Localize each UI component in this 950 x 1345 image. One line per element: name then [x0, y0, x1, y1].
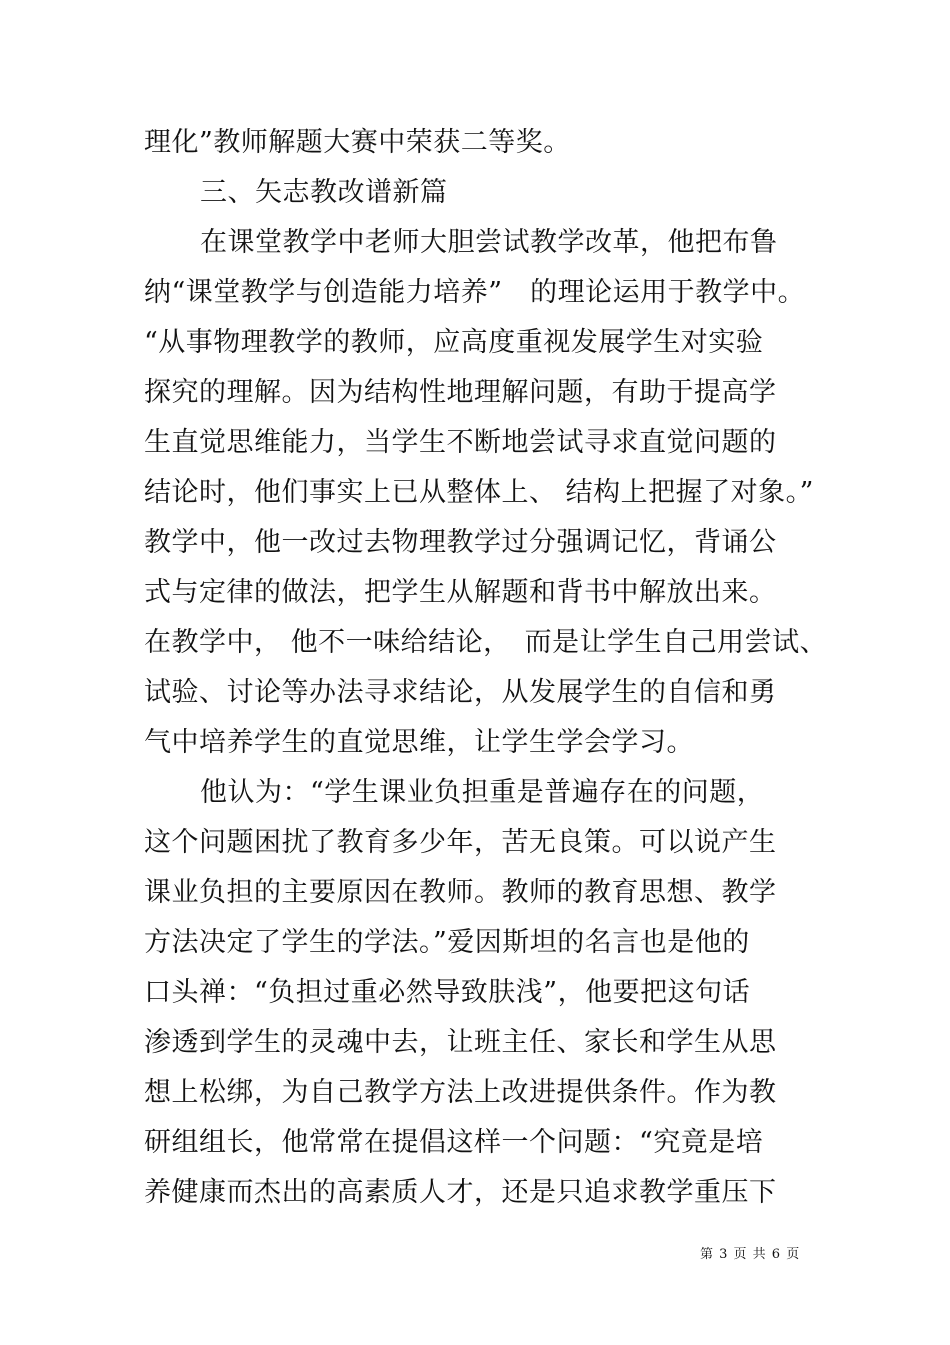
- text-line-13: 气中培养学生的直觉思维，让学生学会学习。: [144, 727, 694, 758]
- text-line-20: 想上松绑，为自己教学方法上改进提供条件。作为教: [144, 1077, 777, 1108]
- text-line-16: 课业负担的主要原因在教师。教师的教育思想、教学: [144, 877, 777, 908]
- text-line-18: 口头禅：“负担过重必然导致肤浅”，他要把这句话: [144, 977, 751, 1008]
- text-line-6: 探究的理解。因为结构性地理解问题，有助于提高学: [144, 377, 777, 408]
- text-line-15: 这个问题困扰了教育多少年，苦无良策。可以说产生: [144, 827, 777, 858]
- page-number: 第 3 页 共 6 页: [700, 1247, 801, 1262]
- text-line-11: 在教学中， 他不一味给结论， 而是让学生自己用尝试、: [144, 627, 828, 658]
- text-line-5: “从事物理教学的教师，应高度重视发展学生对实验: [144, 327, 764, 358]
- section-heading: 三、矢志教改谱新篇: [200, 177, 448, 208]
- text-line-3: 在课堂教学中老师大胆尝试教学改革，他把布鲁: [200, 227, 778, 258]
- text-line-21: 研组组长，他常常在提倡这样一个问题：“究竟是培: [144, 1127, 764, 1158]
- text-line-14: 他认为：“学生课业负担重是普遍存在的问题，: [200, 777, 765, 808]
- text-line-4: 纳“课堂教学与创造能力培养” 的理论运用于教学中。: [144, 277, 806, 308]
- text-line-7: 生直觉思维能力，当学生不断地尝试寻求直觉问题的: [144, 427, 777, 458]
- text-line-9: 教学中，他一改过去物理教学过分强调记忆，背诵公: [144, 527, 777, 558]
- text-line-19: 渗透到学生的灵魂中去，让班主任、家长和学生从思: [144, 1027, 777, 1058]
- text-line-12: 试验、讨论等办法寻求结论，从发展学生的自信和勇: [144, 677, 777, 708]
- text-line-1: 理化”教师解题大赛中荣获二等奖。: [144, 127, 571, 158]
- text-line-10: 式与定律的做法，把学生从解题和背书中解放出来。: [144, 577, 777, 608]
- text-line-22: 养健康而杰出的高素质人才，还是只追求教学重压下: [144, 1177, 777, 1208]
- text-line-17: 方法决定了学生的学法。”爱因斯坦的名言也是他的: [144, 927, 750, 958]
- text-line-8: 结论时，他们事实上已从整体上、 结构上把握了对象。”: [144, 477, 814, 508]
